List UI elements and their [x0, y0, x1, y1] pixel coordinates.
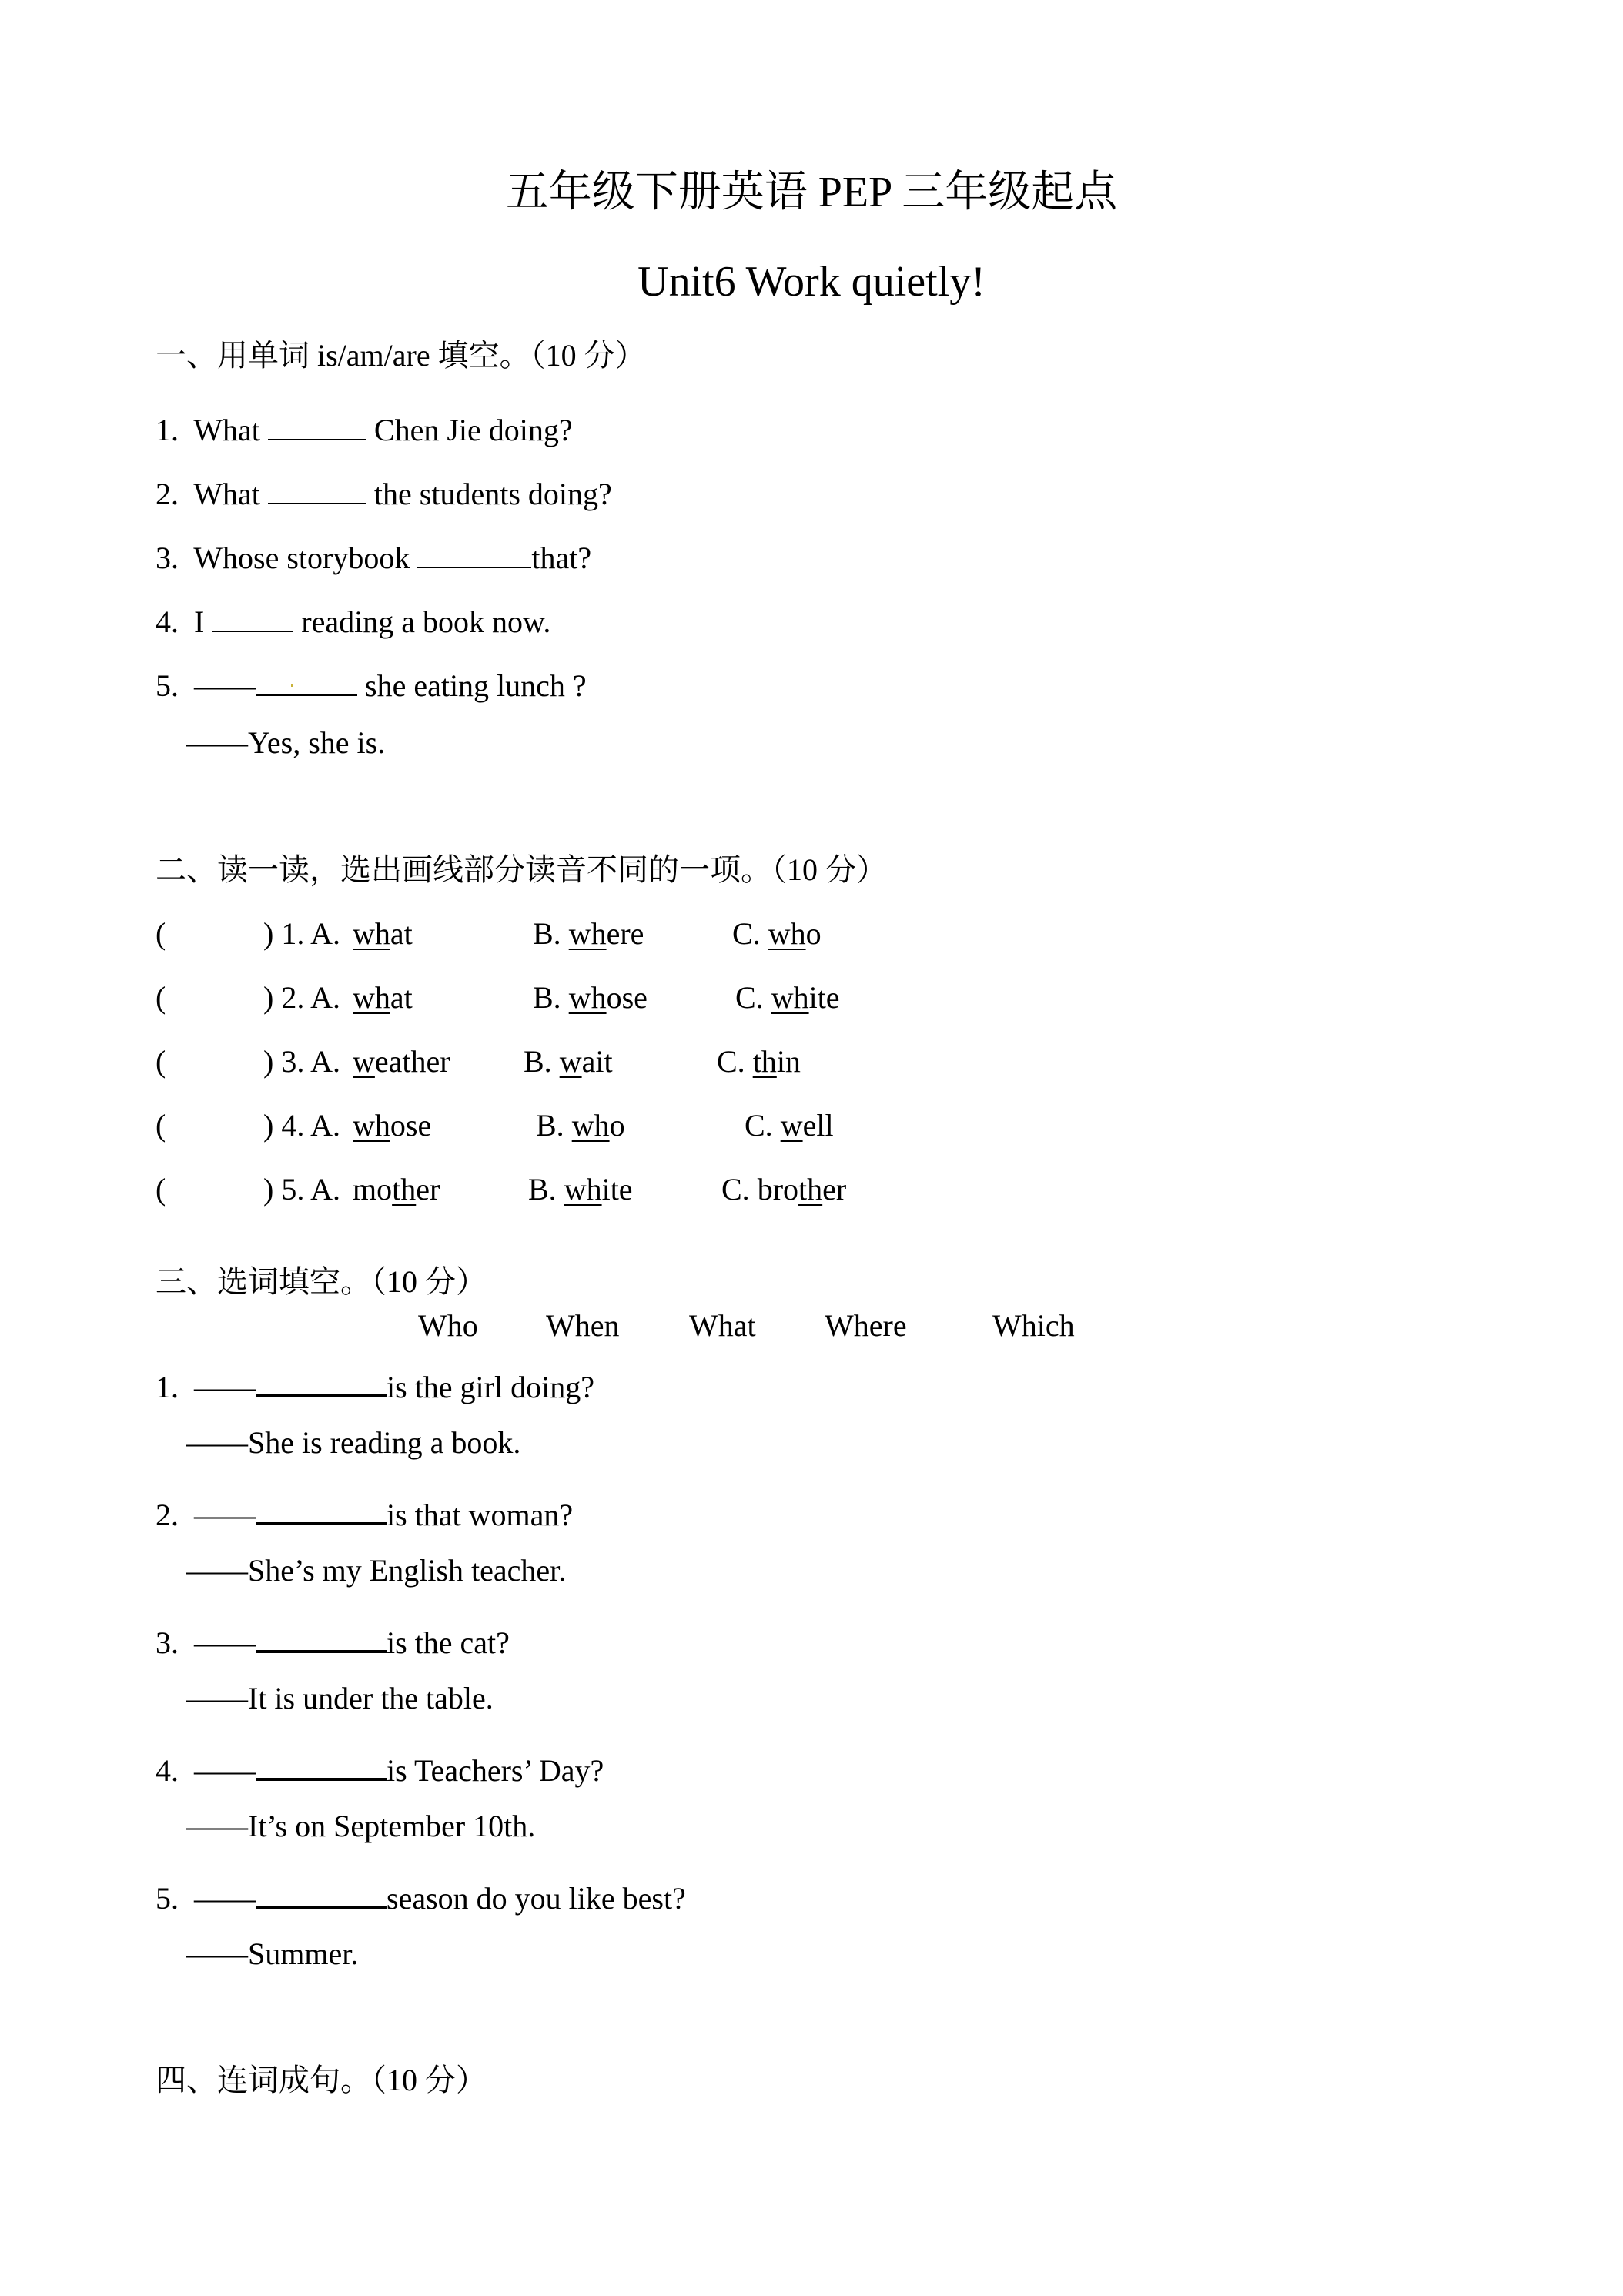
option-b: B. where: [533, 916, 644, 951]
section1-item: 1. What Chen Jie doing?: [156, 408, 573, 446]
answer-blank[interactable]: [212, 600, 293, 632]
question-number: ) 5. A.: [263, 1172, 340, 1207]
word-bank-item: Which: [992, 1308, 1075, 1343]
section2-heading: 二、读一读，选出画线部分读音不同的一项。（10 分）: [156, 852, 887, 887]
option-a: what: [353, 980, 413, 1015]
section3-item: 4. —— is Teachers’ Day?: [156, 1747, 604, 1786]
question-number: ) 3. A.: [263, 1044, 340, 1079]
answer-blank[interactable]: [256, 1875, 387, 1909]
answer-blank[interactable]: [417, 536, 531, 568]
mark-dot: [291, 684, 293, 687]
option-c: C. brother: [721, 1172, 847, 1207]
option-a: what: [353, 916, 413, 951]
section3-answer: ——She is reading a book.: [186, 1425, 521, 1460]
answer-blank[interactable]: [256, 1747, 387, 1781]
section3-answer: ——It is under the table.: [186, 1681, 494, 1715]
option-b: B. wait: [524, 1044, 613, 1079]
section1-item: 4. I reading a book now.: [156, 600, 550, 638]
section1-item: 2. What the students doing?: [156, 472, 612, 510]
page-title: 五年级下册英语 PEP 三年级起点: [505, 169, 1118, 216]
section1-item: 3. Whose storybook that?: [156, 536, 591, 574]
answer-blank[interactable]: [256, 1619, 387, 1653]
word-bank-item: What: [689, 1308, 756, 1343]
option-c: C. thin: [717, 1044, 801, 1079]
section3-answer: ——It’s on September 10th.: [186, 1809, 536, 1843]
question-number: ) 4. A.: [263, 1108, 340, 1143]
section4-heading: 四、连词成句。（10 分）: [156, 2063, 487, 2097]
word-bank-item: Where: [825, 1308, 907, 1343]
answer-blank[interactable]: [256, 664, 357, 696]
word-bank-item: Who: [418, 1308, 478, 1343]
section3-item: 3. —— is the cat?: [156, 1619, 510, 1658]
section1-item: 5. —— she eating lunch ?: [156, 664, 587, 701]
section3-answer: ——Summer.: [186, 1936, 359, 1971]
answer-blank[interactable]: [268, 472, 366, 504]
answer-blank[interactable]: [256, 1364, 387, 1397]
option-a: weather: [353, 1044, 450, 1079]
unit-subtitle: Unit6 Work quietly!: [637, 258, 986, 306]
option-c: C. who: [732, 916, 822, 951]
question-number: ) 2. A.: [263, 980, 340, 1015]
section1-answer: ——Yes, she is.: [186, 725, 386, 760]
answer-paren[interactable]: (: [156, 1172, 166, 1207]
section3-item: 1. —— is the girl doing?: [156, 1364, 594, 1403]
option-a: whose: [353, 1108, 432, 1143]
option-c: C. well: [745, 1108, 834, 1143]
option-a: mother: [353, 1172, 440, 1207]
answer-blank[interactable]: [268, 408, 366, 440]
option-b: B. white: [528, 1172, 633, 1207]
answer-paren[interactable]: (: [156, 980, 166, 1015]
answer-paren[interactable]: (: [156, 1108, 166, 1143]
answer-blank[interactable]: [256, 1491, 387, 1525]
section1-heading: 一、用单词 is/am/are 填空。（10 分）: [156, 338, 646, 373]
option-b: B. who: [536, 1108, 625, 1143]
question-number: ) 1. A.: [263, 916, 340, 951]
section3-heading: 三、选词填空。（10 分）: [156, 1264, 487, 1299]
section3-answer: ——She’s my English teacher.: [186, 1553, 567, 1588]
answer-paren[interactable]: (: [156, 1044, 166, 1079]
section3-item: 2. —— is that woman?: [156, 1491, 573, 1531]
word-bank-item: When: [546, 1308, 620, 1343]
option-b: B. whose: [533, 980, 648, 1015]
section3-item: 5. —— season do you like best?: [156, 1875, 686, 1914]
answer-paren[interactable]: (: [156, 916, 166, 951]
option-c: C. white: [735, 980, 840, 1015]
